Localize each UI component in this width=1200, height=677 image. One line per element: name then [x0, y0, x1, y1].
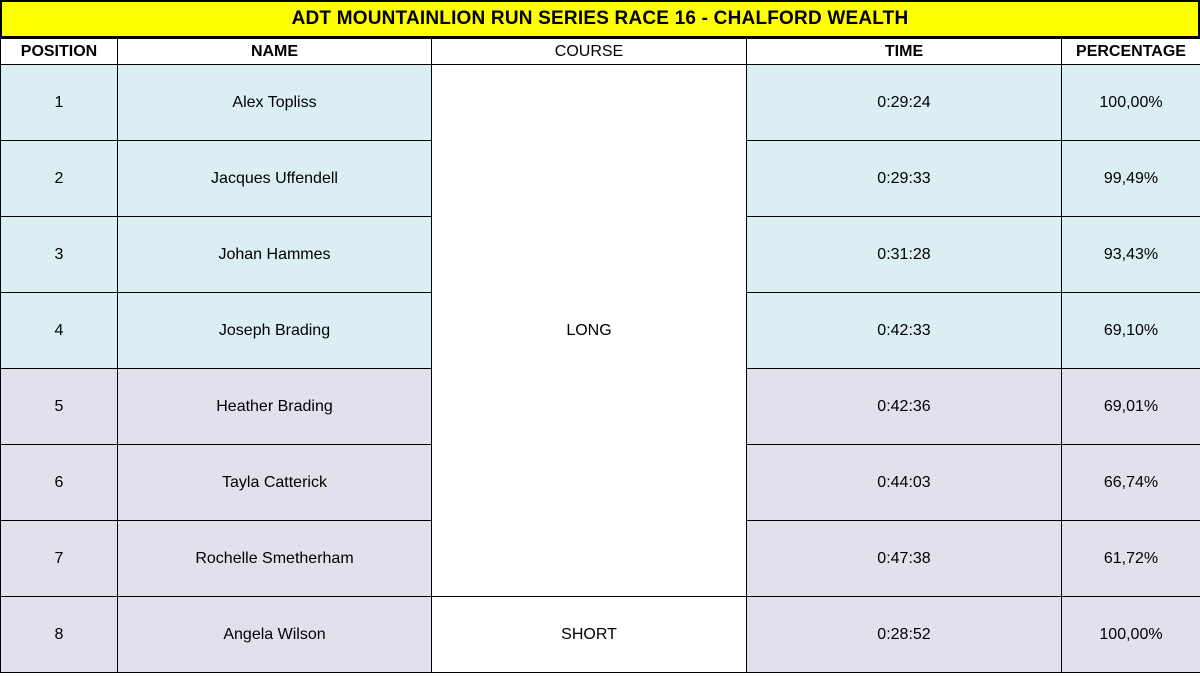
cell-percentage[interactable]: 61,72%	[1062, 521, 1200, 597]
cell-name[interactable]: Johan Hammes	[118, 217, 432, 293]
header-position[interactable]: POSITION	[1, 39, 118, 65]
cell-time[interactable]: 0:29:24	[747, 65, 1062, 141]
header-course[interactable]: COURSE	[432, 39, 747, 65]
cell-position[interactable]: 8	[1, 597, 118, 673]
cell-position[interactable]: 4	[1, 293, 118, 369]
cell-name[interactable]: Alex Topliss	[118, 65, 432, 141]
cell-name[interactable]: Angela Wilson	[118, 597, 432, 673]
cell-name[interactable]: Jacques Uffendell	[118, 141, 432, 217]
sheet-title: ADT MOUNTAINLION RUN SERIES RACE 16 - CHALFORD WEALTH	[0, 0, 1200, 38]
table-row	[1, 597, 1200, 673]
cell-percentage[interactable]: 100,00%	[1062, 597, 1200, 673]
cell-position[interactable]: 7	[1, 521, 118, 597]
cell-position[interactable]: 2	[1, 141, 118, 217]
cell-time[interactable]: 0:42:33	[747, 293, 1062, 369]
cell-time[interactable]: 0:31:28	[747, 217, 1062, 293]
cell-time[interactable]: 0:29:33	[747, 141, 1062, 217]
header-percentage[interactable]: PERCENTAGE	[1062, 39, 1200, 65]
cell-percentage[interactable]: 69,10%	[1062, 293, 1200, 369]
cell-time[interactable]: 0:28:52	[747, 597, 1062, 673]
header-time[interactable]: TIME	[747, 39, 1062, 65]
cell-time[interactable]: 0:44:03	[747, 445, 1062, 521]
cell-position[interactable]: 5	[1, 369, 118, 445]
cell-percentage[interactable]: 69,01%	[1062, 369, 1200, 445]
cell-percentage[interactable]: 66,74%	[1062, 445, 1200, 521]
cell-name[interactable]: Joseph Brading	[118, 293, 432, 369]
cell-position[interactable]: 3	[1, 217, 118, 293]
cell-percentage[interactable]: 100,00%	[1062, 65, 1200, 141]
cell-name[interactable]: Heather Brading	[118, 369, 432, 445]
cell-course-long[interactable]: LONG	[432, 65, 747, 597]
header-row	[1, 39, 1200, 65]
header-name[interactable]: NAME	[118, 39, 432, 65]
cell-position[interactable]: 6	[1, 445, 118, 521]
cell-course-short[interactable]: SHORT	[432, 597, 747, 673]
cell-time[interactable]: 0:47:38	[747, 521, 1062, 597]
cell-name[interactable]: Tayla Catterick	[118, 445, 432, 521]
cell-time[interactable]: 0:42:36	[747, 369, 1062, 445]
cell-percentage[interactable]: 93,43%	[1062, 217, 1200, 293]
results-table	[0, 38, 1200, 673]
cell-percentage[interactable]: 99,49%	[1062, 141, 1200, 217]
cell-name[interactable]: Rochelle Smetherham	[118, 521, 432, 597]
cell-position[interactable]: 1	[1, 65, 118, 141]
table-row	[1, 65, 1200, 141]
